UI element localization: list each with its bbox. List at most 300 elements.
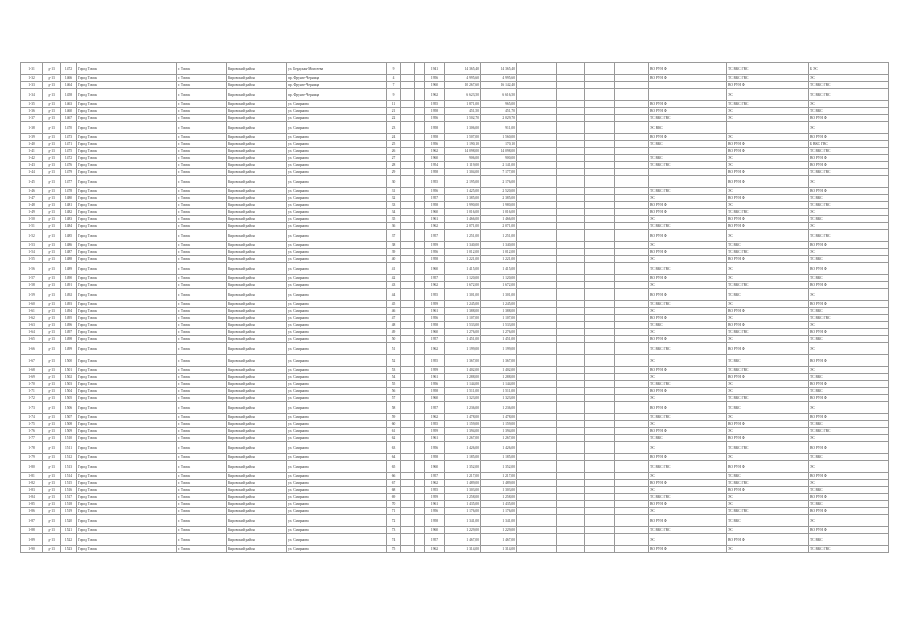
cell-id: 1484 [61,223,77,230]
cell-code: д-13 [43,242,61,249]
cell-street: ул. Смирнова [287,195,387,202]
cell-c15 [557,141,585,148]
cell-c18: ТС ВКС ГВС [649,414,727,421]
cell-c15 [557,75,585,82]
cell-mark [415,75,425,82]
cell-c15 [557,442,585,454]
cell-value: 1 176,00 [445,508,481,515]
cell-value: 1 107,00 [445,315,481,322]
cell-cost: 1 245,00 [481,301,517,308]
cell-c17 [615,63,649,75]
cell-c18 [649,82,727,89]
cell-c18 [649,176,727,188]
cell-c14 [517,381,557,388]
cell-c18: ЭС [649,534,727,546]
cell-cost: 1 258,00 [481,494,517,501]
cell-street: ул. Смирнова [287,494,387,501]
cell-area [401,148,415,155]
table-row [21,89,889,101]
cell-c14 [517,402,557,414]
cell-c15 [557,355,585,367]
cell-id: 1507 [61,414,77,421]
cell-c20: ВО РУН Ф [809,414,889,421]
cell-c18: ВО РУН Ф [649,134,727,141]
cell-no: 1-51 [21,223,43,230]
cell-id: 1494 [61,308,77,315]
cell-c19: ВО РУН Ф [727,322,809,329]
cell-mark [415,480,425,487]
cell-c16 [585,501,615,508]
cell-year: 1958 [425,256,445,263]
cell-year: 1956 [425,315,445,322]
cell-house: 54 [387,374,401,381]
cell-no: 1-60 [21,301,43,308]
cell-house: 53 [387,367,401,374]
cell-c14 [517,223,557,230]
cell-c19: ВО РУН Ф [727,195,809,202]
cell-house: 45 [387,301,401,308]
cell-district: Кировский район [227,435,287,442]
cell-locality: г. Томск [177,435,227,442]
cell-locality: г. Томск [177,249,227,256]
table-row [21,329,889,336]
cell-district: Кировский район [227,141,287,148]
cell-c19: ВО РУН Ф [727,223,809,230]
cell-mark [415,101,425,108]
cell-c14 [517,301,557,308]
cell-c17 [615,414,649,421]
cell-c20: ТС ВКС [809,308,889,315]
cell-id: 1486 [61,242,77,249]
cell-street: ул. Смирнова [287,515,387,527]
cell-locality: г. Томск [177,527,227,534]
cell-c19: ТС ВКС ГВС [727,508,809,515]
cell-c20: ТС ВКС [809,421,889,428]
cell-c20: ВО РУН Ф [809,263,889,275]
cell-c18: ТС ВКС ГВС [649,223,727,230]
cell-value: 2 071,00 [445,223,481,230]
cell-area [401,381,415,388]
cell-c16 [585,515,615,527]
cell-district: Кировский район [227,473,287,480]
cell-code: д-13 [43,402,61,414]
cell-c14 [517,421,557,428]
cell-c19: ЭС [727,454,809,461]
cell-cost: 1 352,00 [481,461,517,473]
cell-c16 [585,115,615,122]
cell-id: 1506 [61,402,77,414]
cell-c18: ВО РУН Ф [649,428,727,435]
cell-mark [415,487,425,494]
cell-no: 1-42 [21,155,43,162]
cell-locality: г. Томск [177,162,227,169]
cell-c20: ВО РУН Ф [809,134,889,141]
cell-house: 35 [387,216,401,223]
cell-c18: ЭС [649,242,727,249]
cell-area [401,322,415,329]
cell-cost: 1 236,00 [481,402,517,414]
table-row [21,256,889,263]
table-row [21,546,889,553]
cell-year: 1956 [425,75,445,82]
cell-area [401,115,415,122]
cell-type: Город Томск [77,249,177,256]
cell-no: 1-35 [21,101,43,108]
cell-type: Город Томск [77,454,177,461]
cell-id: 1483 [61,216,77,223]
cell-c16 [585,480,615,487]
cell-locality: г. Томск [177,101,227,108]
cell-code: д-13 [43,421,61,428]
cell-c15 [557,202,585,209]
cell-c18: ТС ВКС ГВС [649,162,727,169]
cell-street: ул. Смирнова [287,176,387,188]
cell-c18: ВО РУН Ф [649,209,727,216]
cell-cost: 1 533,00 [481,322,517,329]
cell-c14 [517,176,557,188]
cell-value: 1 301,00 [445,289,481,301]
cell-c14 [517,322,557,329]
cell-cost: 1 980,00 [481,202,517,209]
cell-street: ул. Смирнова [287,402,387,414]
cell-year: 1962 [425,414,445,421]
cell-mark [415,289,425,301]
cell-locality: г. Томск [177,329,227,336]
cell-c15 [557,546,585,553]
cell-street: ул. Смирнова [287,282,387,289]
cell-c18: ВО РУН Ф [649,75,727,82]
cell-street: ул. Смирнова [287,155,387,162]
cell-c20: ТС ВКС [809,275,889,282]
cell-area [401,263,415,275]
cell-no: 1-62 [21,315,43,322]
cell-house: 43 [387,282,401,289]
cell-cost: 16 142,40 [481,82,517,89]
cell-c16 [585,263,615,275]
table-row [21,322,889,329]
cell-locality: г. Томск [177,282,227,289]
cell-c16 [585,195,615,202]
cell-id: 1478 [61,188,77,195]
cell-area [401,515,415,527]
cell-value: 1 016,00 [445,209,481,216]
cell-no: 1-84 [21,494,43,501]
table-row [21,82,889,89]
cell-district: Кировский район [227,230,287,242]
cell-district: Кировский район [227,134,287,141]
cell-c18: ЭС [649,508,727,515]
cell-code: д-13 [43,134,61,141]
cell-house: 30 [387,176,401,188]
cell-c19: ВО РУН Ф [727,343,809,355]
cell-value: 1 511,00 [445,388,481,395]
cell-no: 1-79 [21,454,43,461]
cell-area [401,355,415,367]
cell-locality: г. Томск [177,367,227,374]
cell-value: 1 507,00 [445,134,481,141]
cell-code: д-13 [43,435,61,442]
cell-c16 [585,216,615,223]
cell-no: 1-57 [21,275,43,282]
cell-cost: 1 323,00 [481,395,517,402]
cell-no: 1-44 [21,169,43,176]
cell-id: 1504 [61,388,77,395]
cell-house: 68 [387,487,401,494]
cell-value: 1 012,00 [445,249,481,256]
cell-area [401,230,415,242]
cell-no: 1-86 [21,508,43,515]
cell-type: Город Томск [77,115,177,122]
cell-c20: ВО РУН Ф [809,155,889,162]
cell-type: Город Томск [77,461,177,473]
cell-type: Город Томск [77,367,177,374]
cell-year: 1959 [425,428,445,435]
table-row [21,141,889,148]
cell-c18: ТС ВКС ГВС [649,494,727,501]
cell-year: 1955 [425,355,445,367]
cell-locality: г. Томск [177,315,227,322]
cell-c20: ТС ВКС ГВС [809,202,889,209]
cell-mark [415,374,425,381]
cell-district: Кировский район [227,308,287,315]
cell-locality: г. Томск [177,487,227,494]
cell-c14 [517,242,557,249]
cell-c16 [585,176,615,188]
cell-type: Город Томск [77,275,177,282]
cell-area [401,108,415,115]
cell-district: Кировский район [227,442,287,454]
cell-code: д-13 [43,141,61,148]
cell-mark [415,442,425,454]
cell-mark [415,108,425,115]
cell-year: 1955 [425,421,445,428]
cell-c14 [517,115,557,122]
cell-type: Город Томск [77,501,177,508]
table-row [21,473,889,480]
cell-c16 [585,101,615,108]
cell-district: Кировский район [227,263,287,275]
cell-c17 [615,249,649,256]
cell-area [401,176,415,188]
cell-cost: 1 159,00 [481,421,517,428]
cell-id: 1471 [61,141,77,148]
cell-area [401,494,415,501]
cell-c16 [585,209,615,216]
table-row [21,308,889,315]
cell-c18: ЭС ВКС [649,122,727,134]
cell-type: Город Томск [77,374,177,381]
cell-id: 1479 [61,169,77,176]
table-row [21,454,889,461]
cell-mark [415,395,425,402]
cell-c14 [517,308,557,315]
cell-c20: ВО РУН Ф [809,162,889,169]
cell-house: 41 [387,263,401,275]
cell-c15 [557,155,585,162]
cell-c19: ТС ВКС ГВС [727,480,809,487]
cell-c19: ВО РУН Ф [727,256,809,263]
cell-code: д-13 [43,202,61,209]
cell-district: Кировский район [227,421,287,428]
cell-value: 1 288,00 [445,374,481,381]
cell-street: ул. Смирнова [287,461,387,473]
cell-c18: ВО РУН Ф [649,108,727,115]
cell-locality: г. Томск [177,188,227,195]
cell-locality: г. Томск [177,308,227,315]
cell-no: 1-71 [21,388,43,395]
cell-code: д-13 [43,289,61,301]
cell-c16 [585,527,615,534]
cell-value: 1 267,00 [445,435,481,442]
cell-c17 [615,289,649,301]
cell-c20: ТС ВКС [809,374,889,381]
cell-c14 [517,63,557,75]
cell-cost: 1 672,00 [481,282,517,289]
cell-value: 1 119,00 [445,162,481,169]
cell-c15 [557,188,585,195]
cell-c20: ЭС [809,223,889,230]
cell-c19: ЭС [727,108,809,115]
cell-id: 1502 [61,374,77,381]
cell-area [401,289,415,301]
cell-value: 1 120,00 [445,275,481,282]
cell-c16 [585,202,615,209]
cell-c15 [557,115,585,122]
cell-cost: 1 217,00 [481,473,517,480]
cell-c17 [615,315,649,322]
cell-type: Город Томск [77,402,177,414]
cell-type: Город Томск [77,336,177,343]
cell-type: Город Томск [77,141,177,148]
cell-street: ул. Смирнова [287,388,387,395]
cell-c15 [557,308,585,315]
table-row [21,63,889,75]
cell-value: 1 236,00 [445,402,481,414]
cell-c20: Б ЭС [809,63,889,75]
cell-c15 [557,322,585,329]
cell-c19: ЭС [727,494,809,501]
cell-id: 1505 [61,395,77,402]
cell-code: д-13 [43,546,61,553]
cell-no: 1-31 [21,63,43,75]
cell-code: д-13 [43,122,61,134]
cell-no: 1-75 [21,421,43,428]
cell-locality: г. Томск [177,546,227,553]
cell-code: д-13 [43,343,61,355]
cell-cost: 1 388,00 [481,308,517,315]
cell-cost: 451,70 [481,108,517,115]
cell-no: 1-90 [21,546,43,553]
cell-id: 1517 [61,494,77,501]
cell-mark [415,308,425,315]
cell-c16 [585,230,615,242]
cell-value: 1 533,00 [445,322,481,329]
cell-c19: ТС ВКС ГВС [727,101,809,108]
cell-c16 [585,508,615,515]
cell-c19: ЭС [727,202,809,209]
cell-value: 1 323,00 [445,395,481,402]
cell-code: д-13 [43,336,61,343]
cell-no: 1-39 [21,134,43,141]
cell-cost: 1 402,00 [481,367,517,374]
cell-c19: ВО РУН Ф [727,461,809,473]
cell-c18: ЭС [649,216,727,223]
cell-year: 1956 [425,381,445,388]
cell-cost: 965,00 [481,101,517,108]
cell-no: 1-61 [21,308,43,315]
cell-c17 [615,329,649,336]
cell-code: д-13 [43,461,61,473]
table-row [21,75,889,82]
cell-c19: ТС ВКС ГВС [727,329,809,336]
cell-no: 1-70 [21,381,43,388]
cell-district: Кировский район [227,195,287,202]
cell-district: Кировский район [227,381,287,388]
table-row [21,428,889,435]
cell-c18: ВО РУН Ф [649,289,727,301]
cell-no: 1-46 [21,188,43,195]
cell-c17 [615,454,649,461]
cell-c19: ВО РУН Ф [727,421,809,428]
cell-district: Кировский район [227,202,287,209]
cell-c15 [557,134,585,141]
cell-year: 1956 [425,249,445,256]
cell-c14 [517,487,557,494]
cell-type: Город Томск [77,282,177,289]
cell-c14 [517,263,557,275]
cell-year: 1941 [425,63,445,75]
cell-no: 1-34 [21,89,43,101]
cell-district: Кировский район [227,115,287,122]
cell-c16 [585,442,615,454]
cell-id: 1489 [61,263,77,275]
cell-locality: г. Томск [177,134,227,141]
cell-mark [415,155,425,162]
cell-area [401,101,415,108]
cell-c20: ВО РУН Ф [809,242,889,249]
cell-c17 [615,421,649,428]
cell-c17 [615,155,649,162]
cell-house: 31 [387,188,401,195]
cell-c19: ЭС [727,230,809,242]
cell-code: д-13 [43,256,61,263]
cell-id: 1492 [61,289,77,301]
cell-locality: г. Томск [177,263,227,275]
cell-house: 42 [387,275,401,282]
cell-cost: 1 016,00 [481,209,517,216]
cell-c14 [517,122,557,134]
cell-year: 1956 [425,188,445,195]
cell-cost: 1 466,00 [481,216,517,223]
table-row [21,202,889,209]
cell-house: 64 [387,454,401,461]
cell-c15 [557,195,585,202]
cell-code: д-13 [43,534,61,546]
cell-area [401,315,415,322]
cell-house: 60 [387,421,401,428]
cell-c14 [517,134,557,141]
cell-mark [415,230,425,242]
cell-code: д-13 [43,275,61,282]
cell-district: Кировский район [227,122,287,134]
cell-c20: ВО РУН Ф [809,381,889,388]
cell-street: ул. Смирнова [287,421,387,428]
cell-cost: 1 511,00 [481,388,517,395]
cell-c18: ЭС [649,487,727,494]
cell-type: Город Томск [77,308,177,315]
cell-c14 [517,428,557,435]
cell-c17 [615,195,649,202]
